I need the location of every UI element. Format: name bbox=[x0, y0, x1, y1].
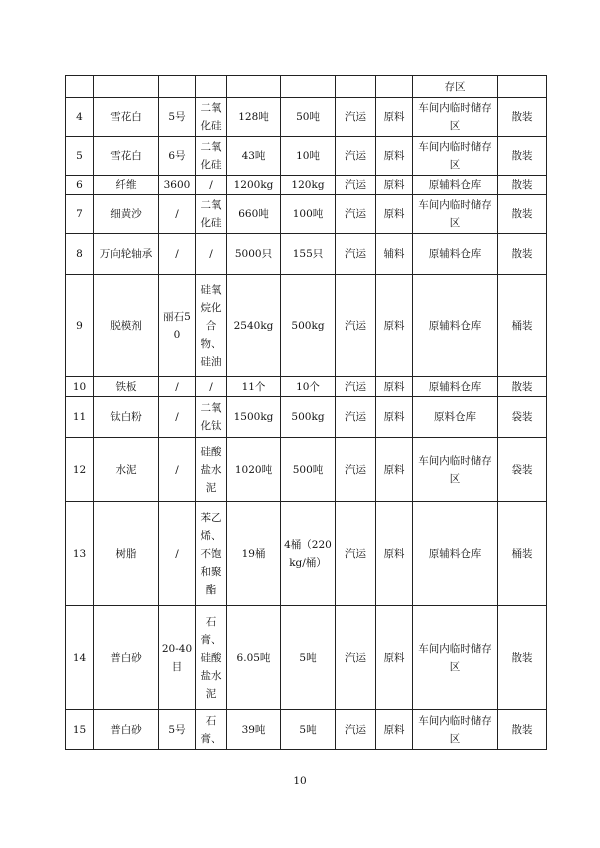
table-cell: 汽运 bbox=[336, 710, 376, 750]
table-cell: 车间内临时储存区 bbox=[413, 195, 498, 234]
table-cell: 硅酸盐水泥 bbox=[196, 438, 227, 502]
table-cell: 汽运 bbox=[336, 397, 376, 438]
table-cell: 原料 bbox=[376, 137, 413, 176]
table-cell: 车间内临时储存区 bbox=[413, 98, 498, 137]
table-cell: 原料 bbox=[376, 606, 413, 710]
table-cell: 桶装 bbox=[498, 275, 547, 377]
table-cell: / bbox=[159, 234, 196, 275]
table-row bbox=[66, 502, 547, 606]
table-cell: 雪花白 bbox=[94, 137, 159, 176]
table-cell: 丽石50 bbox=[159, 275, 196, 377]
table-cell: 原料 bbox=[376, 176, 413, 195]
table-cell: 钛白粉 bbox=[94, 397, 159, 438]
table-cell: 155只 bbox=[281, 234, 336, 275]
materials-table bbox=[65, 75, 547, 750]
table-cell: / bbox=[196, 234, 227, 275]
table-cell: 雪花白 bbox=[94, 98, 159, 137]
table-cell: 普白砂 bbox=[94, 606, 159, 710]
table-cell: 43吨 bbox=[227, 137, 281, 176]
table-cell: 苯乙烯、不饱和聚酯 bbox=[196, 502, 227, 606]
table-cell bbox=[66, 76, 94, 98]
table-cell: 汽运 bbox=[336, 234, 376, 275]
table-cell: 车间内临时储存区 bbox=[413, 606, 498, 710]
table-cell: 15 bbox=[66, 710, 94, 750]
table-cell: 原辅料仓库 bbox=[413, 502, 498, 606]
table-row bbox=[66, 176, 547, 195]
table-row bbox=[66, 710, 547, 750]
table-cell: 散装 bbox=[498, 98, 547, 137]
table-cell bbox=[281, 76, 336, 98]
page-number: 10 bbox=[293, 775, 307, 787]
table-cell: 石膏、硅酸盐水泥 bbox=[196, 606, 227, 710]
table-cell: 9 bbox=[66, 275, 94, 377]
table-cell: 1500kg bbox=[227, 397, 281, 438]
table-cell: 袋装 bbox=[498, 438, 547, 502]
table-cell: 车间内临时储存区 bbox=[413, 137, 498, 176]
table-cell bbox=[498, 76, 547, 98]
table-cell: 纤维 bbox=[94, 176, 159, 195]
table-cell: 5号 bbox=[159, 98, 196, 137]
table-cell: 19桶 bbox=[227, 502, 281, 606]
table-cell: 13 bbox=[66, 502, 94, 606]
table-cell: 辅料 bbox=[376, 234, 413, 275]
table-cell: 原料 bbox=[376, 438, 413, 502]
table-cell: 20-40目 bbox=[159, 606, 196, 710]
table-cell: 1200kg bbox=[227, 176, 281, 195]
table-cell: 5吨 bbox=[281, 710, 336, 750]
table-row-continued bbox=[66, 76, 547, 98]
table-cell bbox=[227, 76, 281, 98]
table-cell: 散装 bbox=[498, 234, 547, 275]
table-cell bbox=[94, 76, 159, 98]
table-cell: 万向轮轴承 bbox=[94, 234, 159, 275]
table-row bbox=[66, 275, 547, 377]
table-cell: 普白砂 bbox=[94, 710, 159, 750]
table-cell: 5000只 bbox=[227, 234, 281, 275]
table-cell: 128吨 bbox=[227, 98, 281, 137]
table-cell: 6.05吨 bbox=[227, 606, 281, 710]
table-cell: / bbox=[196, 176, 227, 195]
table-cell: 车间内临时储存区 bbox=[413, 438, 498, 502]
table-cell: 4 bbox=[66, 98, 94, 137]
table-cell: 二氧化硅 bbox=[196, 137, 227, 176]
table-cell: 原辅料仓库 bbox=[413, 275, 498, 377]
table-row bbox=[66, 397, 547, 438]
table-cell: / bbox=[159, 195, 196, 234]
table-row bbox=[66, 438, 547, 502]
table-cell: 11 bbox=[66, 397, 94, 438]
table-cell: 汽运 bbox=[336, 176, 376, 195]
table-cell: 500kg bbox=[281, 275, 336, 377]
table-cell: 原料 bbox=[376, 195, 413, 234]
table-cell: 二氧化硅 bbox=[196, 98, 227, 137]
table-cell: 二氧化硅 bbox=[196, 195, 227, 234]
table-cell bbox=[196, 76, 227, 98]
table-cell: 散装 bbox=[498, 195, 547, 234]
table-row bbox=[66, 137, 547, 176]
table-cell: 汽运 bbox=[336, 137, 376, 176]
table-cell: 原料 bbox=[376, 98, 413, 137]
table-cell: 汽运 bbox=[336, 502, 376, 606]
table-cell: 6号 bbox=[159, 137, 196, 176]
table-cell: 散装 bbox=[498, 606, 547, 710]
table-cell: 50吨 bbox=[281, 98, 336, 137]
table-row bbox=[66, 606, 547, 710]
table-cell: 散装 bbox=[498, 176, 547, 195]
table-cell: 10个 bbox=[281, 377, 336, 397]
table-cell: 100吨 bbox=[281, 195, 336, 234]
table-cell: 汽运 bbox=[336, 377, 376, 397]
table-cell: 原料仓库 bbox=[413, 397, 498, 438]
table-cell: / bbox=[159, 377, 196, 397]
table-cell: 14 bbox=[66, 606, 94, 710]
table-cell: 6 bbox=[66, 176, 94, 195]
table-cell: / bbox=[196, 377, 227, 397]
table-cell: 1020吨 bbox=[227, 438, 281, 502]
table-cell: 8 bbox=[66, 234, 94, 275]
table-cell: 39吨 bbox=[227, 710, 281, 750]
table-cell: 5 bbox=[66, 137, 94, 176]
table-cell: 汽运 bbox=[336, 438, 376, 502]
table-cell: 袋装 bbox=[498, 397, 547, 438]
table-cell: 4桶（220kg/桶） bbox=[281, 502, 336, 606]
table-cell: 5吨 bbox=[281, 606, 336, 710]
table-cell: 原辅料仓库 bbox=[413, 234, 498, 275]
table-cell: 5号 bbox=[159, 710, 196, 750]
table-row bbox=[66, 195, 547, 234]
table-row bbox=[66, 234, 547, 275]
table-cell: 2540kg bbox=[227, 275, 281, 377]
table-cell: 脱模剂 bbox=[94, 275, 159, 377]
table-cell: 11个 bbox=[227, 377, 281, 397]
table-cell: 660吨 bbox=[227, 195, 281, 234]
table-cell: 原料 bbox=[376, 397, 413, 438]
table-cell: 原辅料仓库 bbox=[413, 176, 498, 195]
table-cell: 500吨 bbox=[281, 438, 336, 502]
table-cell: 汽运 bbox=[336, 98, 376, 137]
table-cell: 桶装 bbox=[498, 502, 547, 606]
table-cell: / bbox=[159, 502, 196, 606]
table-cell: 车间内临时储存区 bbox=[413, 710, 498, 750]
table-cell: 7 bbox=[66, 195, 94, 234]
table-cell: 3600 bbox=[159, 176, 196, 195]
table-cell: 汽运 bbox=[336, 606, 376, 710]
table-cell: 铁板 bbox=[94, 377, 159, 397]
table-cell: 硅氧烷化合物、硅油 bbox=[196, 275, 227, 377]
table-cell: 原料 bbox=[376, 502, 413, 606]
table-cell: 散装 bbox=[498, 377, 547, 397]
table-cell: 12 bbox=[66, 438, 94, 502]
table-cell bbox=[159, 76, 196, 98]
table-cell: 树脂 bbox=[94, 502, 159, 606]
table-cell: 二氧化钛 bbox=[196, 397, 227, 438]
table-cell: 水泥 bbox=[94, 438, 159, 502]
table-cell: 原料 bbox=[376, 710, 413, 750]
table-row bbox=[66, 98, 547, 137]
table-cell: / bbox=[159, 438, 196, 502]
table-cell: / bbox=[159, 397, 196, 438]
table-cell: 原料 bbox=[376, 275, 413, 377]
table-cell: 细黄沙 bbox=[94, 195, 159, 234]
table-cell: 存区 bbox=[413, 76, 498, 98]
table-cell: 120kg bbox=[281, 176, 336, 195]
table-cell: 汽运 bbox=[336, 195, 376, 234]
table-cell: 10吨 bbox=[281, 137, 336, 176]
table-cell bbox=[376, 76, 413, 98]
table-cell: 散装 bbox=[498, 137, 547, 176]
table-cell: 500kg bbox=[281, 397, 336, 438]
table-cell: 10 bbox=[66, 377, 94, 397]
table-cell: 散装 bbox=[498, 710, 547, 750]
table-cell: 原辅料仓库 bbox=[413, 377, 498, 397]
table-cell: 石膏、 bbox=[196, 710, 227, 750]
table-row bbox=[66, 377, 547, 397]
table-cell: 汽运 bbox=[336, 275, 376, 377]
table-cell: 原料 bbox=[376, 377, 413, 397]
table-cell bbox=[336, 76, 376, 98]
